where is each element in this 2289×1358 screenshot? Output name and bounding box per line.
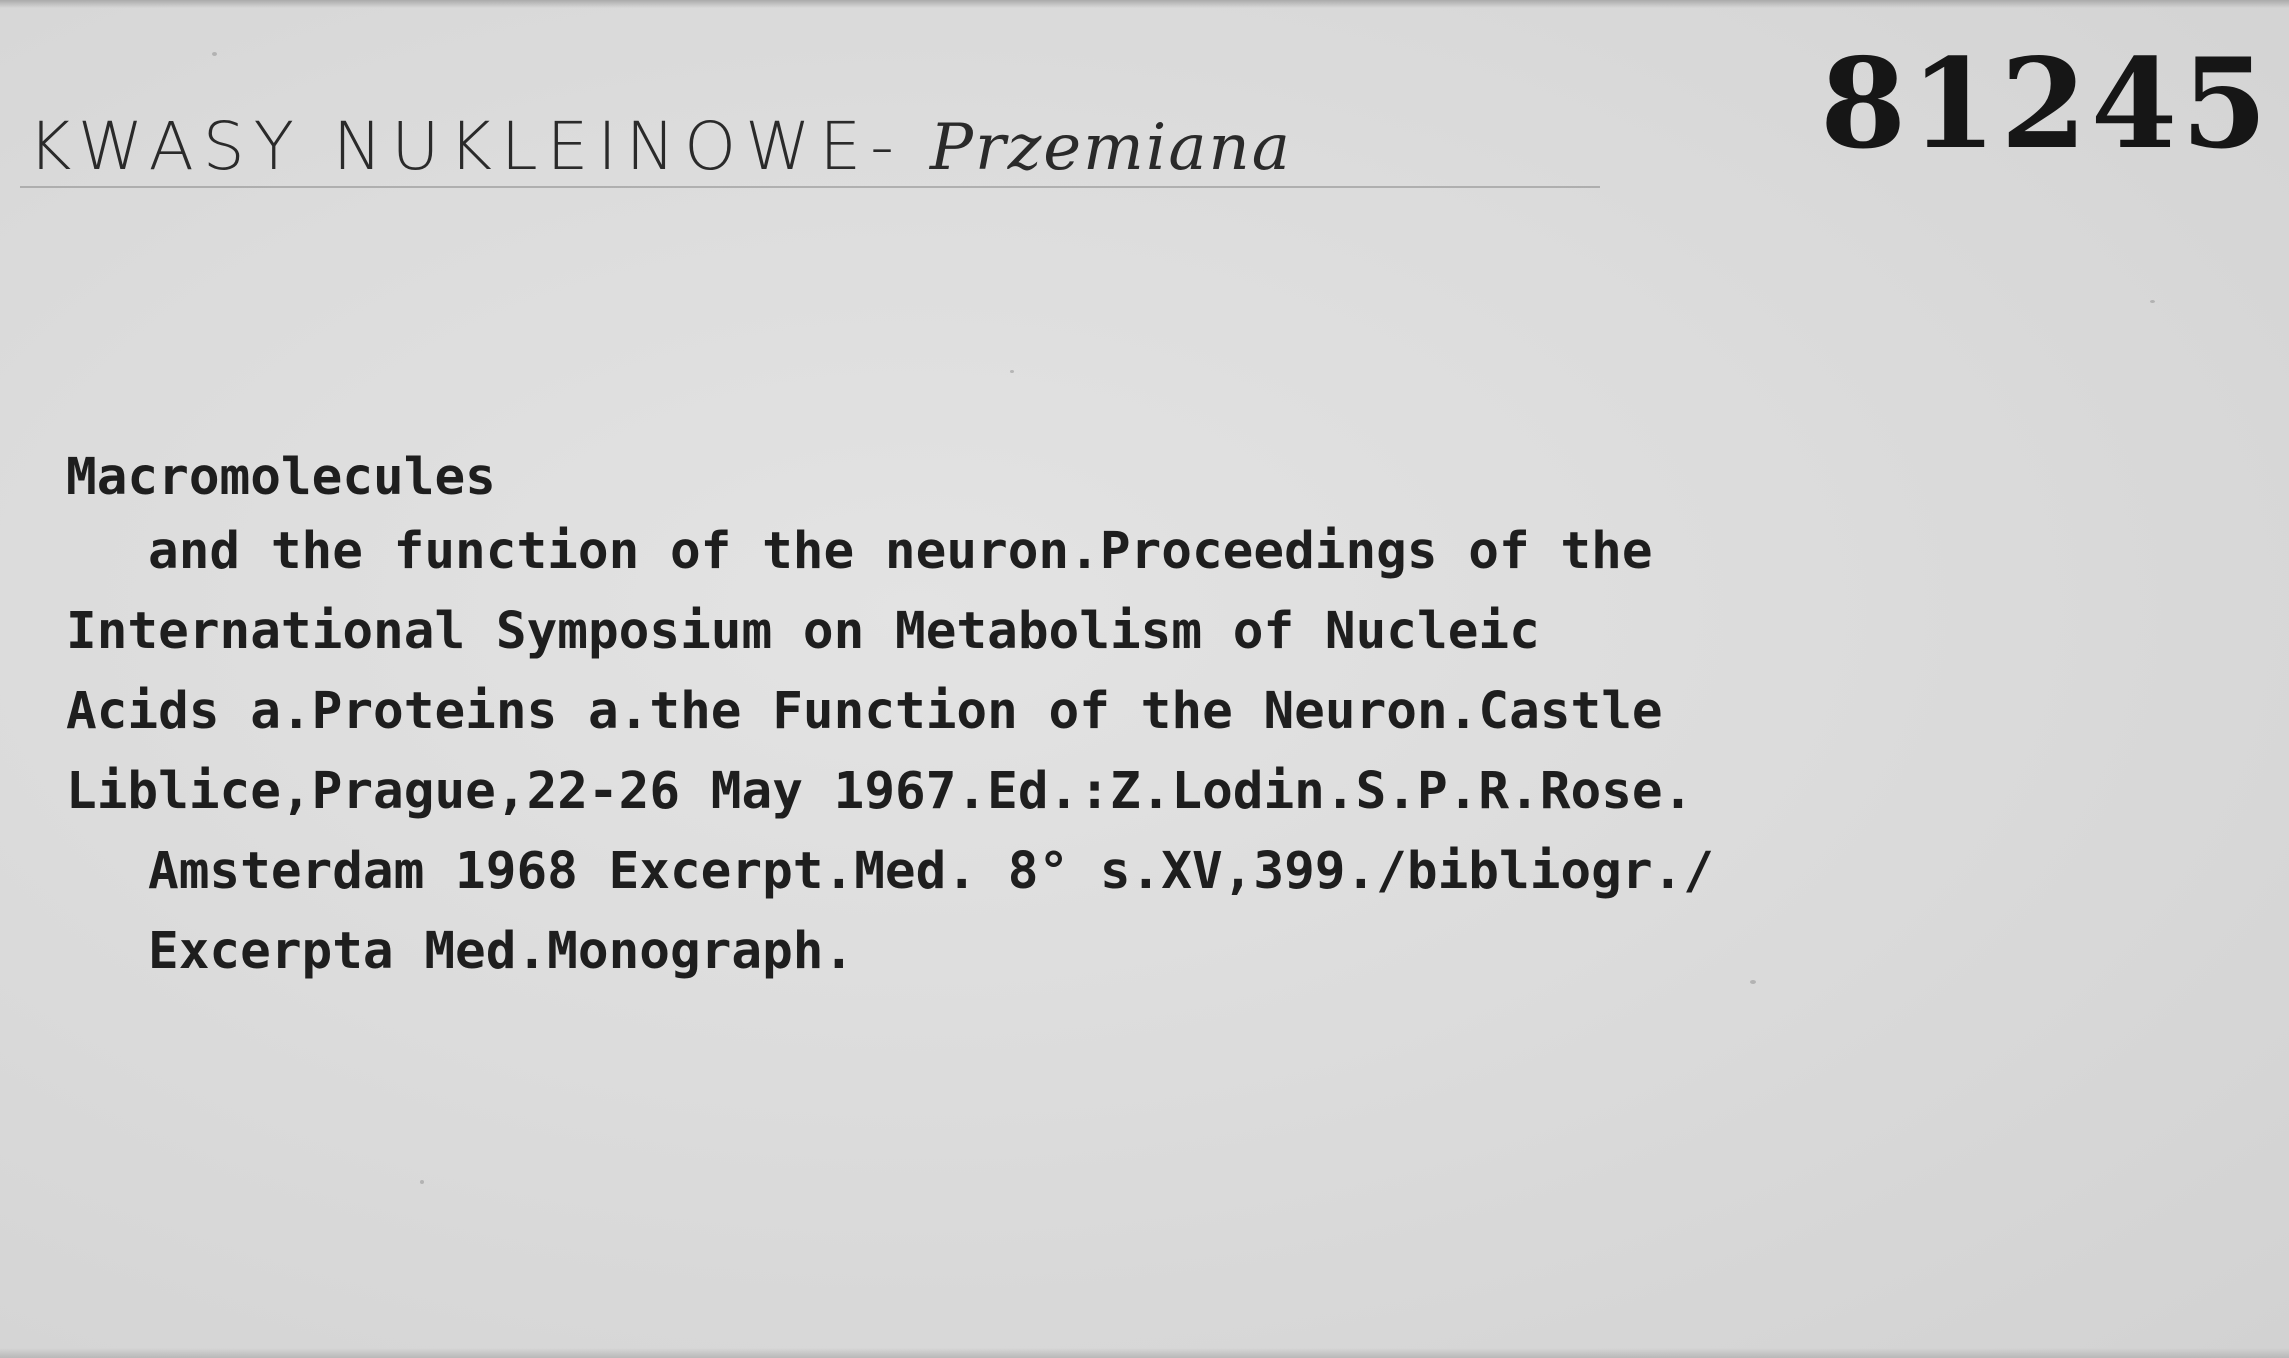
paper-speck [1010, 370, 1014, 373]
entry-line: and the function of the neuron.Proceedings of the [148, 522, 1653, 581]
entry-title-lead: Macromolecules [66, 448, 496, 507]
paper-speck [1750, 980, 1756, 984]
paper-speck [212, 52, 217, 56]
card-top-edge [0, 0, 2289, 8]
entry-line: Amsterdam 1968 Excerpt.Med. 8° s.XV,399./bibliogr./ [148, 842, 1714, 901]
catalog-number: 81245 [1820, 32, 2272, 177]
entry-line: Acids a.Proteins a.the Function of the Neuron.Castle [66, 682, 1663, 741]
subject-subheading: Przemiana [929, 111, 1292, 185]
heading-rule [20, 186, 1600, 188]
subject-heading-text: KWASY NUKLEINOWE- [28, 108, 903, 185]
paper-speck [420, 1180, 424, 1184]
subject-heading [28, 108, 1292, 185]
entry-line: Liblice,Prague,22-26 May 1967.Ed.:Z.Lodin.S.P.R.Rose. [66, 762, 1694, 821]
paper-speck [2150, 300, 2155, 303]
entry-line: International Symposium on Metabolism of Nucleic [66, 602, 1540, 661]
entry-line: Excerpta Med.Monograph. [148, 922, 855, 981]
card-bottom-edge [0, 1348, 2289, 1358]
